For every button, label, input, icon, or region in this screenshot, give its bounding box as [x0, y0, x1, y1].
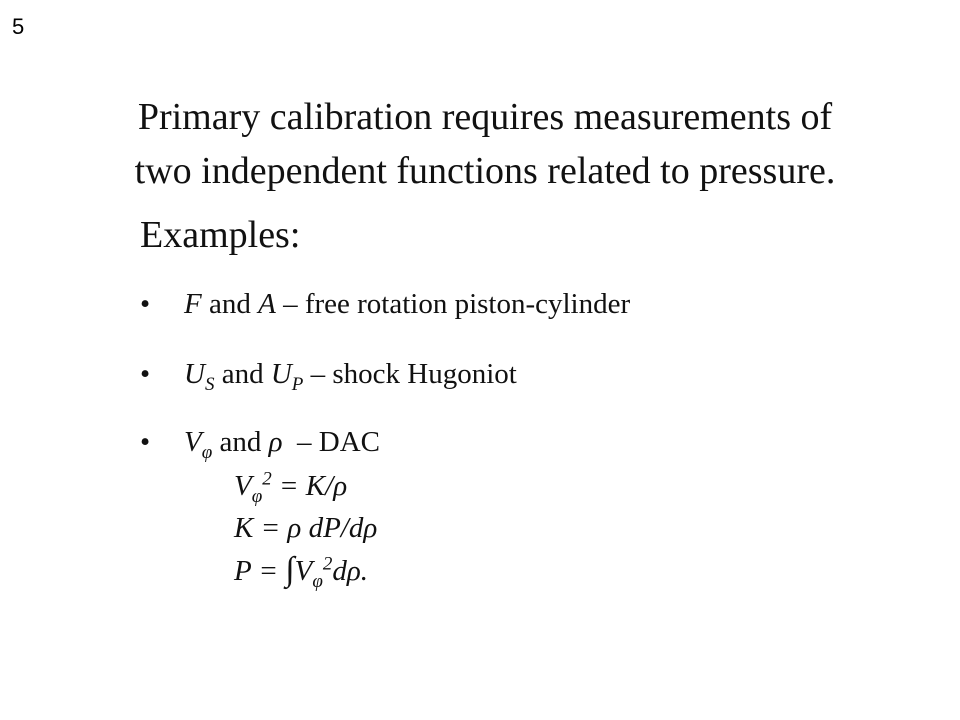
joiner-text: and [201, 288, 259, 320]
headline-line-2: two independent functions related to pressure. [134, 150, 836, 192]
eq-sup-2: 2 [322, 553, 333, 575]
bullet-description: – DAC [282, 426, 381, 458]
subscript-phi: φ [201, 441, 213, 463]
joiner-text: and [212, 426, 269, 458]
joiner-text: and [214, 358, 271, 390]
eq-rhs: = K/ρ [271, 470, 348, 502]
bullet-dot: • [140, 358, 151, 390]
integral-sign: ∫ [285, 551, 295, 588]
variable-rho: ρ [268, 426, 283, 458]
equation-sound-velocity [234, 468, 348, 507]
bullet-description: – shock Hugoniot [303, 358, 517, 390]
headline [60, 90, 910, 198]
examples-label: Examples: [140, 214, 301, 256]
equation-bulk-modulus [234, 510, 377, 546]
eq-v: V [294, 555, 313, 587]
bullet-dot: • [140, 288, 151, 320]
subscript-p: P [291, 373, 304, 395]
eq-lhs: P = [234, 555, 286, 587]
variable-v: V [184, 426, 202, 458]
eq-tail: dρ. [332, 555, 368, 587]
bullet-item-piston-cylinder [140, 286, 630, 322]
equation-pressure-integral [234, 551, 368, 592]
variable-f: F [184, 288, 202, 320]
slide-number: 5 [12, 14, 25, 39]
bullet-dot: • [140, 426, 151, 458]
eq-sup-2: 2 [262, 468, 272, 490]
bullet-item-dac [140, 424, 381, 463]
headline-line-1: Primary calibration requires measurements of [137, 96, 833, 138]
variable-up: U [270, 358, 292, 390]
eq-sub-phi: φ [251, 485, 263, 507]
bullet-item-shock-hugoniot [140, 356, 517, 395]
variable-us: U [184, 358, 205, 390]
bullet-description: – free rotation piston-cylinder [275, 288, 631, 320]
subscript-s: S [204, 373, 215, 395]
eq-v: V [234, 470, 252, 502]
eq-sub-phi: φ [312, 570, 323, 592]
variable-a: A [258, 288, 276, 320]
eq-text: K = ρ dP/dρ [234, 512, 378, 544]
